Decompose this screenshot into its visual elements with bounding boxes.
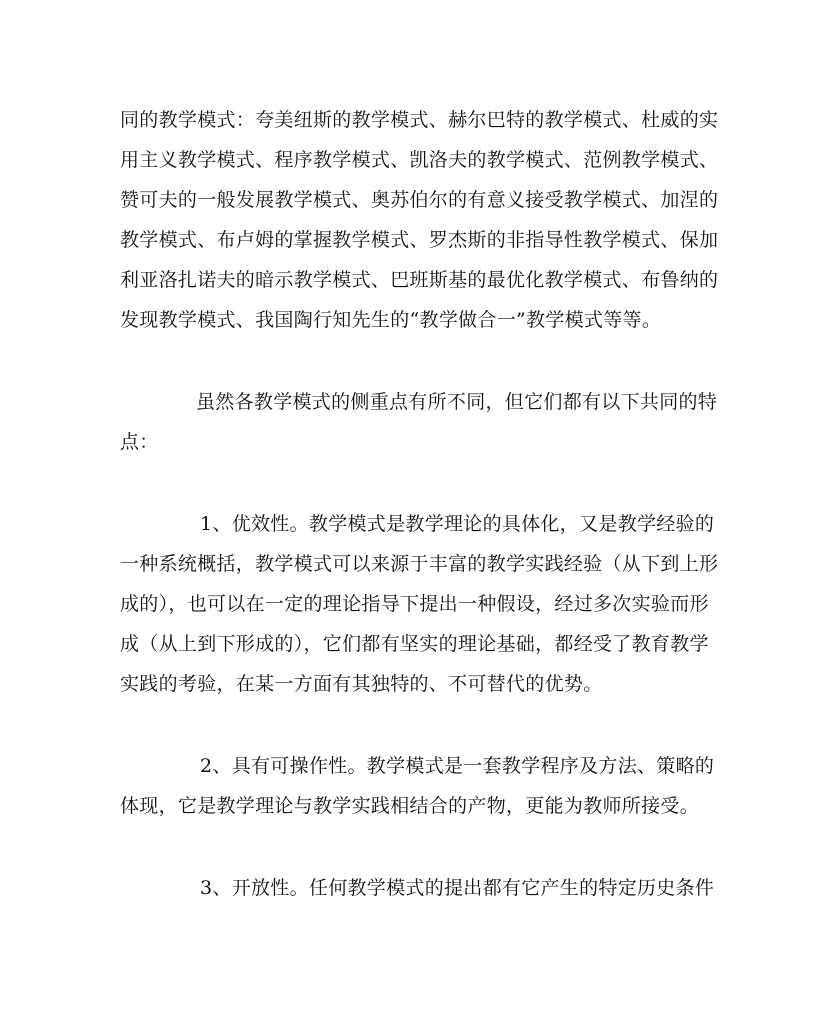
text-line: 利亚洛扎诺夫的暗示教学模式、巴班斯基的最优化教学模式、布鲁纳的	[120, 269, 719, 291]
text-line: 成的），也可以在一定的理论指导下提出一种假设，经过多次实验而形	[120, 593, 709, 615]
text-line: 用主义教学模式、程序教学模式、凯洛夫的教学模式、范例教学模式、	[120, 149, 719, 171]
text-line: 教学模式、布卢姆的掌握教学模式、罗杰斯的非指导性教学模式、保加	[120, 229, 719, 251]
text-line: 赞可夫的一般发展教学模式、奥苏伯尔的有意义接受教学模式、加涅的	[120, 189, 719, 211]
text-line: 2、具有可操作性。教学模式是一套教学程序及方法、策略的	[200, 755, 715, 777]
text-line: 虽然各教学模式的侧重点有所不同，但它们都有以下共同的特	[196, 391, 718, 413]
text-line: 成（从上到下形成的），它们都有坚实的理论基础，都经受了教育教学	[120, 633, 709, 655]
text-line: 3、开放性。任何教学模式的提出都有它产生的特定历史条件	[200, 877, 715, 899]
text-line: 实践的考验，在某一方面有其独特的、不可替代的优势。	[120, 673, 603, 695]
text-line: 点：	[120, 431, 159, 453]
text-line: 一种系统概括，教学模式可以来源于丰富的教学实践经验（从下到上形	[120, 553, 719, 575]
text-line: 1、优效性。教学模式是教学理论的具体化，又是教学经验的	[200, 513, 715, 535]
text-line: 体现，它是教学理论与教学实践相结合的产物，更能为教师所接受。	[120, 795, 700, 817]
text-line: 同的教学模式：夸美纽斯的教学模式、赫尔巴特的教学模式、杜威的实	[120, 109, 719, 131]
text-line: 发现教学模式、我国陶行知先生的“教学做合一”教学模式等等。	[120, 309, 662, 331]
